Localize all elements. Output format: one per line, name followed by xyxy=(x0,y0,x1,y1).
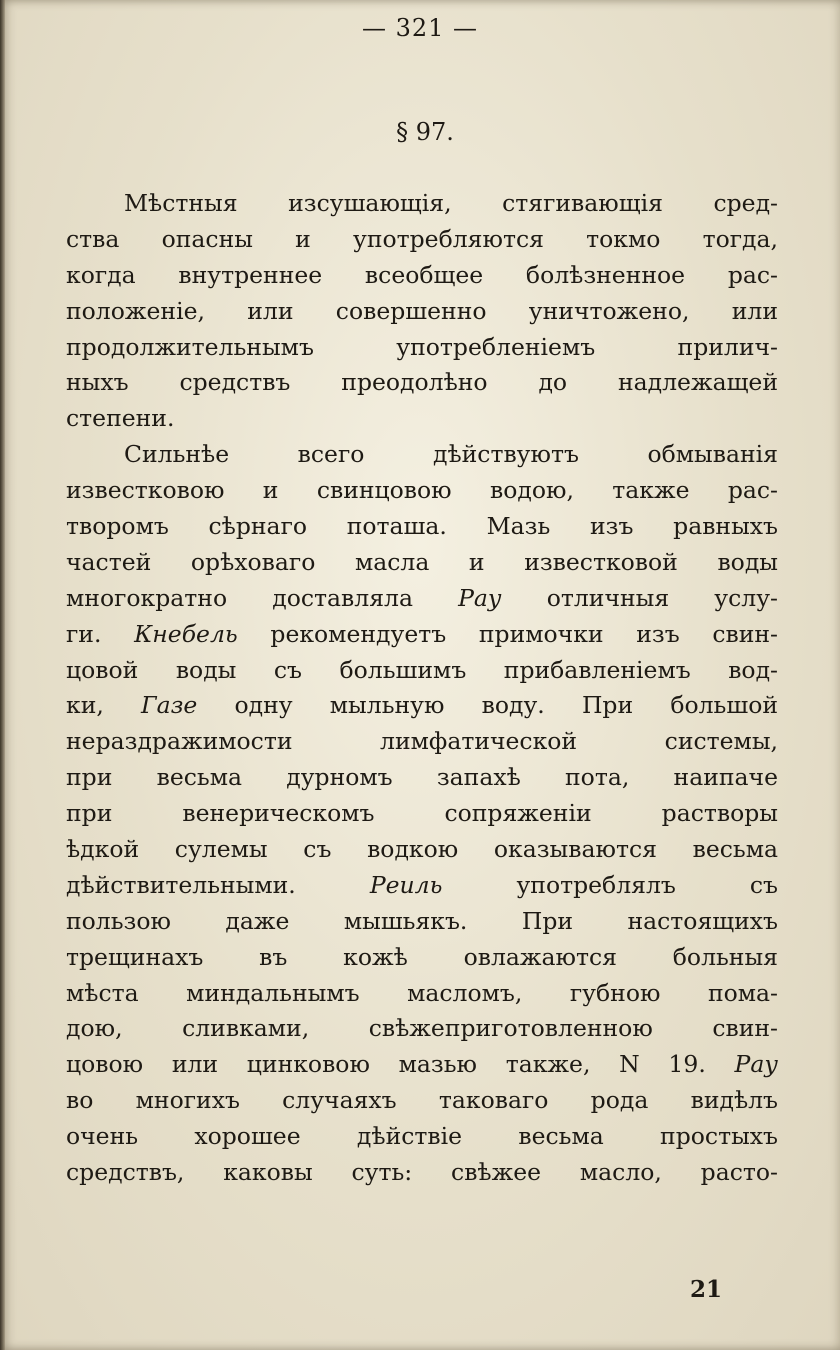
text-line: многократно доставляла Рау отличныя услу- xyxy=(66,583,778,612)
signature-mark: 21 xyxy=(690,1276,723,1303)
text-line: степени. xyxy=(66,404,175,433)
text-line: ныхъ средствъ преодолѣно до надлежащей xyxy=(66,368,778,397)
text-line: положеніе, или совершенно уничтожено, или xyxy=(66,296,778,325)
text-line: известковою и свинцовою водою, также рас- xyxy=(66,476,778,505)
text-line: цовой воды съ большимъ прибавленіемъ вод- xyxy=(66,655,778,684)
text-line: продолжительнымъ употребленіемъ прилич- xyxy=(66,332,778,361)
text-line: когда внутреннее всеобщее болѣзненное рас- xyxy=(66,260,778,289)
text-line: дою, сливками, свѣжеприготовленною свин- xyxy=(66,1014,778,1043)
page-number-header: — 321 — xyxy=(361,14,479,42)
text-line: очень хорошее дѣйствіе весьма простыхъ xyxy=(66,1122,778,1151)
text-line: цовою или цинковою мазью также, N 19. Рау xyxy=(66,1050,778,1079)
text-line: трещинахъ въ кожѣ овлажаются больныя xyxy=(66,942,778,971)
text-line: ства опасны и употребляются токмо тогда, xyxy=(66,224,778,253)
text-line: ки, Газе одну мыльную воду. При большой xyxy=(66,691,779,720)
body-text xyxy=(66,186,778,1191)
text-line: ги. Кнебель рекомендуетъ примочки изъ свин- xyxy=(66,619,778,648)
text-line: Мѣстныя изсушающія, стягивающія сред- xyxy=(124,189,778,217)
page-spine-shadow xyxy=(0,0,5,1350)
text-line: при весьма дурномъ запахѣ пота, наипаче xyxy=(66,763,778,792)
section-title: § 97. xyxy=(396,118,454,146)
text-line: пользою даже мышьякъ. При настоящихъ xyxy=(66,906,778,935)
text-line: творомъ сѣрнаго поташа. Мазь изъ равныхъ xyxy=(66,512,778,541)
text-line: средствъ, каковы суть: свѣжее масло, расто- xyxy=(66,1158,778,1187)
text-line: ѣдкой сулемы съ водкою оказываются весьма xyxy=(66,835,778,864)
text-line: во многихъ случаяхъ таковаго рода видѣлъ xyxy=(66,1086,778,1115)
text-line: при венерическомъ сопряженіи растворы xyxy=(66,799,778,828)
text-line: частей орѣховаго масла и известковой воды xyxy=(66,547,778,576)
text-line: Сильнѣе всего дѣйствуютъ обмыванія xyxy=(124,440,778,469)
text-line: дѣйствительными. Реиль употреблялъ съ xyxy=(66,870,778,899)
text-line: мѣста миндальнымъ масломъ, губною пома- xyxy=(66,978,778,1007)
text-line: нераздражимости лимфатической системы, xyxy=(66,727,778,756)
